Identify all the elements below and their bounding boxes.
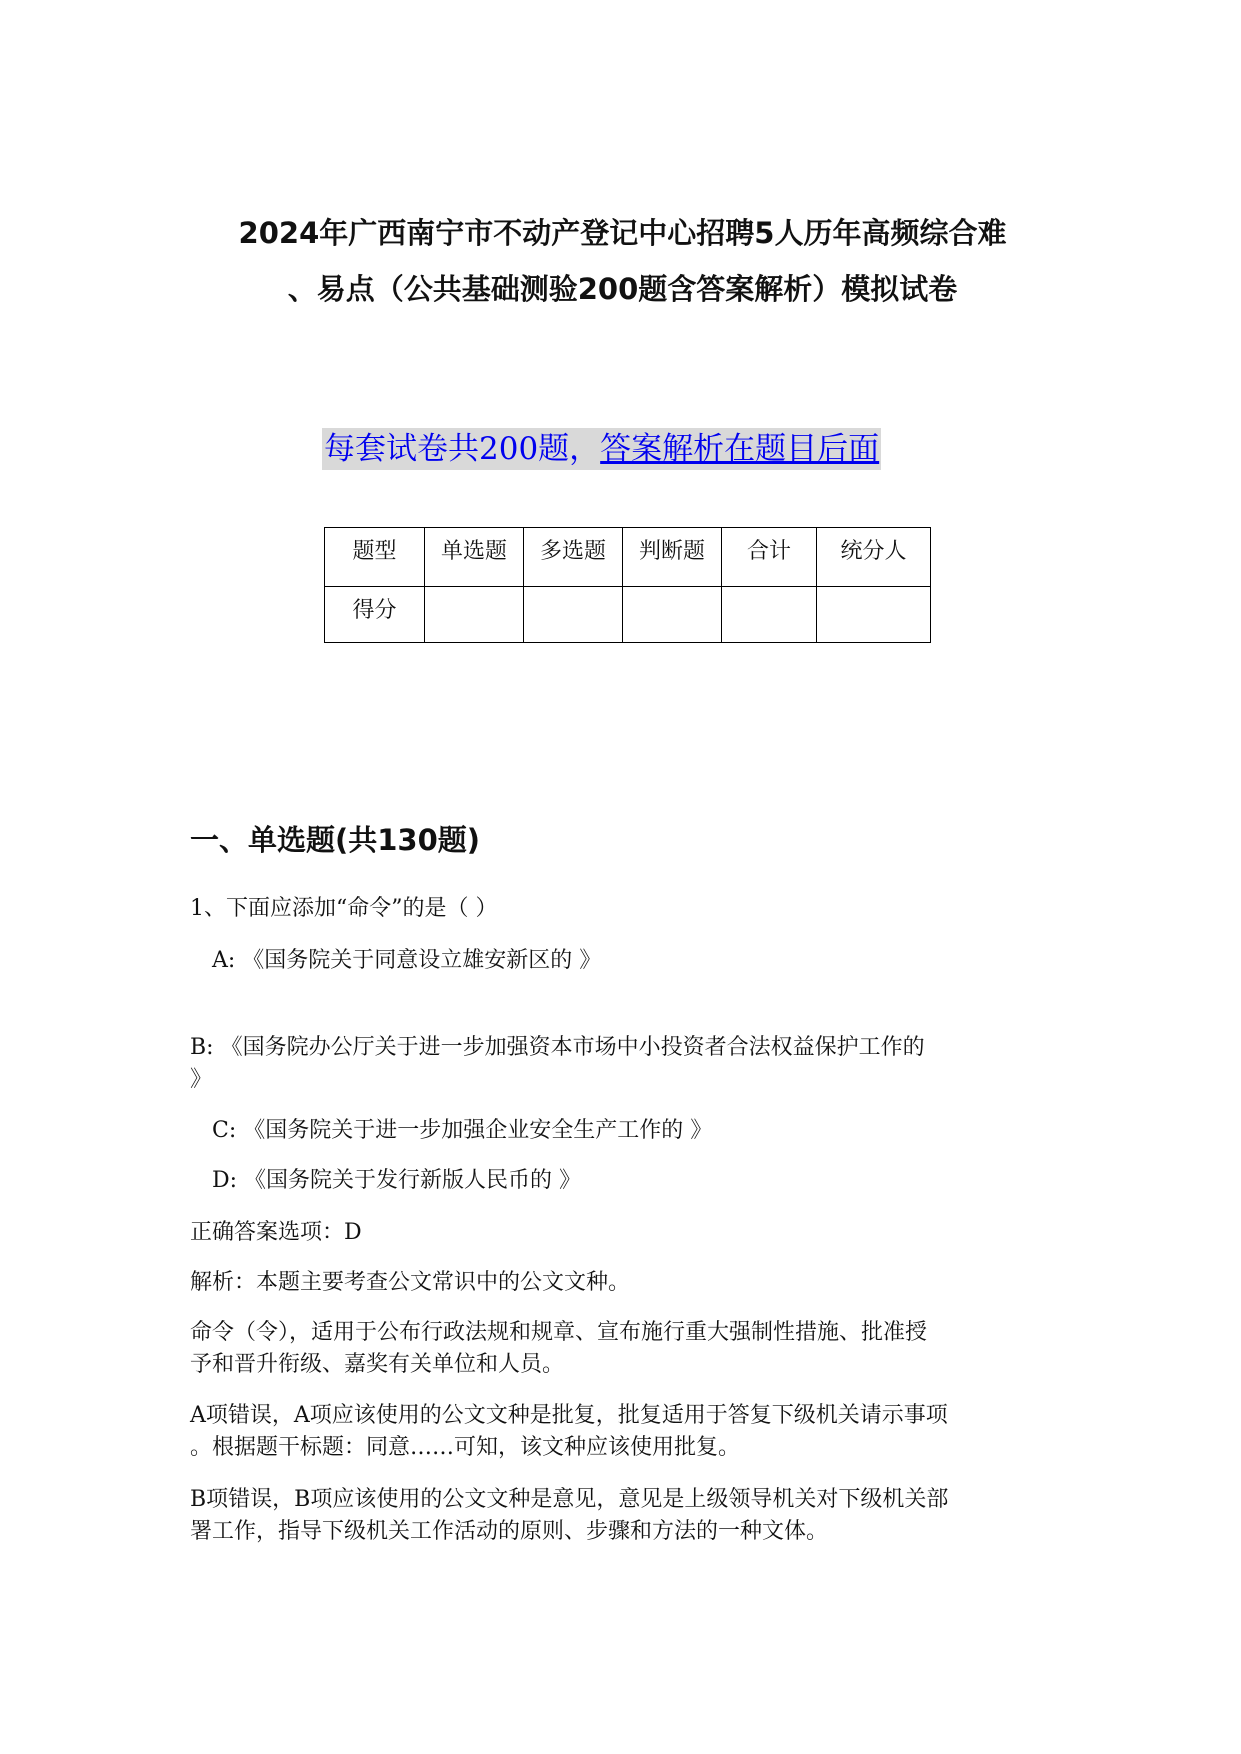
header-cell-single: 单选题 (425, 528, 524, 587)
option-b-line-2: 》 (190, 1067, 213, 1092)
title-line-1: 2024年广西南宁市不动产登记中心招聘5人历年高频综合难 (238, 216, 1007, 250)
row-label-score: 得分 (325, 587, 425, 643)
score-table (324, 527, 931, 643)
analysis-para-2-line-2: 。根据题干标题：同意……可知，该文种应该使用批复。 (190, 1435, 741, 1460)
score-table-header-row (325, 528, 931, 587)
header-cell-scorer: 统分人 (817, 528, 931, 587)
title-line-2: 、易点（公共基础测验200题含答案解析）模拟试卷 (287, 272, 958, 306)
header-cell-total: 合计 (722, 528, 817, 587)
analysis-para-3-line-1: B项错误，B项应该使用的公文文种是意见，意见是上级领导机关对下级机关部 (190, 1487, 949, 1512)
option-b-line-1: B: 《国务院办公厅关于进一步加强资本市场中小投资者合法权益保护工作的 (190, 1035, 925, 1060)
header-cell-judge: 判断题 (623, 528, 722, 587)
option-c: C: 《国务院关于进一步加强企业安全生产工作的 》 (212, 1118, 713, 1143)
option-a: A: 《国务院关于同意设立雄安新区的 》 (212, 948, 602, 973)
option-d: D: 《国务院关于发行新版人民币的 》 (212, 1168, 582, 1193)
question-stem: 1、下面应添加“命令”的是（ ） (190, 896, 498, 921)
answer-link[interactable]: 答案解析在题目后面 (600, 431, 880, 467)
subtitle-text: 每套试卷共200题， (324, 431, 601, 467)
analysis-para-1-line-2: 予和晋升衔级、嘉奖有关单位和人员。 (190, 1352, 565, 1377)
score-cell-judge[interactable] (623, 587, 722, 643)
score-cell-multi[interactable] (524, 587, 623, 643)
subtitle-banner (322, 428, 881, 470)
analysis-para-3-line-2: 署工作，指导下级机关工作活动的原则、步骤和方法的一种文体。 (190, 1519, 829, 1544)
score-cell-total[interactable] (722, 587, 817, 643)
analysis-intro: 解析：本题主要考查公文常识中的公文文种。 (190, 1270, 631, 1295)
section-heading: 一、单选题(共130题) (190, 823, 481, 857)
analysis-para-1-line-1: 命令（令），适用于公布行政法规和规章、宣布施行重大强制性措施、批准授 (190, 1320, 928, 1345)
score-cell-single[interactable] (425, 587, 524, 643)
correct-answer: 正确答案选项：D (190, 1220, 362, 1245)
header-cell-multi: 多选题 (524, 528, 623, 587)
score-cell-scorer[interactable] (817, 587, 931, 643)
header-cell-type: 题型 (325, 528, 425, 587)
analysis-para-2-line-1: A项错误，A项应该使用的公文文种是批复，批复适用于答复下级机关请示事项 (190, 1403, 948, 1428)
score-table-score-row (325, 587, 931, 643)
